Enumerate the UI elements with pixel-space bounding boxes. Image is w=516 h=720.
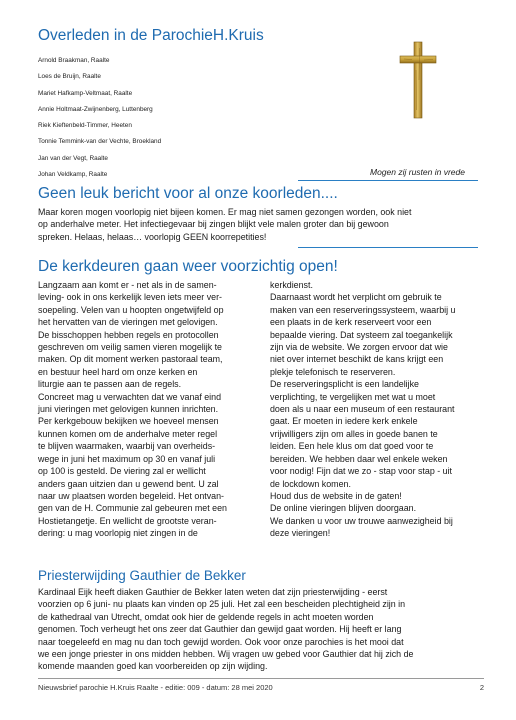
text-line: kunnen komen om de anderhalve meter regel <box>38 428 218 439</box>
text-line: gaat. Er moeten in iedere kerk enkele <box>270 416 418 427</box>
divider-rule <box>298 247 478 248</box>
text-line: Per kerkgebouw bekijken we hoeveel mensen <box>38 416 219 427</box>
deceased-name: Johan Veldkamp, Raalte <box>38 171 108 179</box>
text-line: maken van een reserveringssysteem, waarbij u <box>270 304 456 315</box>
text-line: anders gaan uitzien dan u gewend bent. U zal <box>38 478 219 489</box>
text-line: een plaats in de kerk reserveert voor een <box>270 317 432 328</box>
text-line: soepeling. Velen van u hoopten ongetwijfeld op <box>38 304 224 315</box>
deceased-name: Tonnie Temmink-van der Vechte, Broekland <box>38 138 162 146</box>
text-line: Hostietangetje. En wellicht de grootste veran- <box>38 515 217 526</box>
text-line: vrijwilligers zijn om alles in goede banen te <box>270 428 438 439</box>
text-line: De reserveringsplicht is een landelijke <box>270 379 419 390</box>
text-line: komende maanden goed kan voorbereiden op zijn wijding. <box>38 661 268 672</box>
text-line: liturgie aan te passen aan de regels. <box>38 379 182 390</box>
text-line: voorzien op 6 juni- nu plaats kan vinden op 25 juli. Het zal een bescheiden plechtigheid zijn in <box>38 599 406 610</box>
divider-rule <box>298 180 478 181</box>
text-line: verplichting, te vergelijken met wat u moet <box>270 391 436 402</box>
section3-title: De kerkdeuren gaan weer voorzichtig open! <box>38 258 338 275</box>
text-line: deze vieringen! <box>270 528 331 539</box>
text-line: maken. Op dit moment werken pastoraal team, <box>38 354 223 365</box>
text-line: Houd dus de website in de gaten! <box>270 490 402 501</box>
text-line: zijn via de website. We zorgen ervoor dat wie <box>270 342 448 353</box>
text-line: De bisschoppen hebben regels en protocollen <box>38 329 219 340</box>
section3-right-column <box>270 279 484 540</box>
text-line: gen van de H. Communie zal gebeuren met een <box>38 503 227 514</box>
deceased-name: Jan van der Vegt, Raalte <box>38 154 108 162</box>
text-line: voor nodig! Fijn dat we zo - stap voor stap - uit <box>270 466 453 477</box>
text-line: kerkdienst. <box>270 280 313 290</box>
text-line: te blijven waarmaken, waarbij van overheids- <box>38 441 216 452</box>
text-line: Daarnaast wordt het verplicht om gebruik te <box>270 292 442 303</box>
footer-rule <box>38 678 484 679</box>
deceased-list <box>38 53 161 183</box>
section4-body <box>38 586 478 673</box>
wooden-cross-icon <box>398 40 438 120</box>
text-line: op 100 is gesteld. De viering zal er wellicht <box>38 466 206 477</box>
text-line: we een jonge priester in ons midden hebben. Wij vragen uw gebed voor Gauthier dat hij zich de <box>38 649 414 660</box>
text-line: bepaalde viering. Dat systeem zal toegankelijk <box>270 329 453 340</box>
deceased-name: Annie Holtmaat-Zwijnenberg, Luttenberg <box>38 105 153 113</box>
text-line: wege in juni het maximum op 30 en vanaf juli <box>38 453 216 464</box>
text-line: en bestuur heel hard om onze kerken en <box>38 366 198 377</box>
section2-title: Geen leuk bericht voor al onze koorleden.... <box>38 185 338 202</box>
section1-title: Overleden in de ParochieH.Kruis <box>38 27 264 44</box>
text-line: het hervatten van de vieringen met gelovigen. <box>38 317 218 328</box>
text-line: de lockdown komen. <box>270 478 351 489</box>
text-line: leiden. Een hele klus om dat goed voor te <box>270 441 434 452</box>
text-line: Maar koren mogen voorlopig niet bijeen komen. Er mag niet samen gezongen worden, ook niet <box>38 207 412 217</box>
text-line: Langzaam aan komt er - net als in de samen- <box>38 280 217 290</box>
section3-left-column <box>38 279 252 540</box>
text-line: leving- ook in ons kerkelijk leven iets meer ver- <box>38 292 222 303</box>
text-line: Kardinaal Eijk heeft diaken Gauthier de Bekker laten weten dat zijn priesterwijding - eerst <box>38 587 388 597</box>
text-line: op anderhalve meter. Het infectiegevaar bij zingen blijkt vele malen groter dan bij gewoon <box>38 219 389 230</box>
deceased-name: Riek Kieftenbeld-Timmer, Heeten <box>38 122 132 130</box>
text-line: De online vieringen blijven doorgaan. <box>270 503 417 514</box>
text-line: dering: u mag voorlopig niet zingen in de <box>38 528 198 539</box>
section4-title: Priesterwijding Gauthier de Bekker <box>38 568 246 583</box>
text-line: doen als u naar een museum of een restaurant <box>270 404 455 415</box>
text-line: de kathedraal van Utrecht, omdat ook hier de geldende regels in acht moeten worden <box>38 611 374 622</box>
text-line: We danken u voor uw trouwe aanwezigheid bij <box>270 515 453 526</box>
footer-text: Nieuwsbrief parochie H.Kruis Raalte - editie: 009 - datum: 28 mei 2020 <box>38 683 273 692</box>
text-line: plekje telefonisch te reserveren. <box>270 366 396 377</box>
deceased-name: Loes de Bruijn, Raalte <box>38 73 101 81</box>
text-line: juni vieringen met gelovigen kunnen inrichten. <box>38 404 219 415</box>
text-line: naar uw plaatsen worden begeleid. Het ontvan- <box>38 490 225 501</box>
text-line: Concreet mag u verwachten dat we vanaf eind <box>38 391 222 402</box>
deceased-name: Arnold Braakman, Raalte <box>38 57 110 64</box>
text-line: spreken. Helaas, helaas… voorlopig GEEN koorrepetities! <box>38 231 267 242</box>
closing-text: Mogen zij rusten in vrede <box>370 167 465 177</box>
text-line: bereiden. We hebben daar wel enkele weken <box>270 453 448 464</box>
page-number: 2 <box>479 683 484 692</box>
deceased-name: Mariet Hafkamp-Veltmaat, Raalte <box>38 89 133 97</box>
text-line: naar toegeleefd en mag nu dan toch gewijd worden. Ook voor onze parochies is het mooi dat <box>38 636 404 647</box>
section2-body <box>38 206 476 243</box>
text-line: geschreven om veilig samen vieren mogelijk te <box>38 342 222 353</box>
text-line: genomen. Toch verheugt het ons zeer dat Gauthier dan gewijd gaat worden. Hij heeft er lang <box>38 624 402 635</box>
text-line: niet over internet beschikt de kans krijgt een <box>270 354 444 365</box>
